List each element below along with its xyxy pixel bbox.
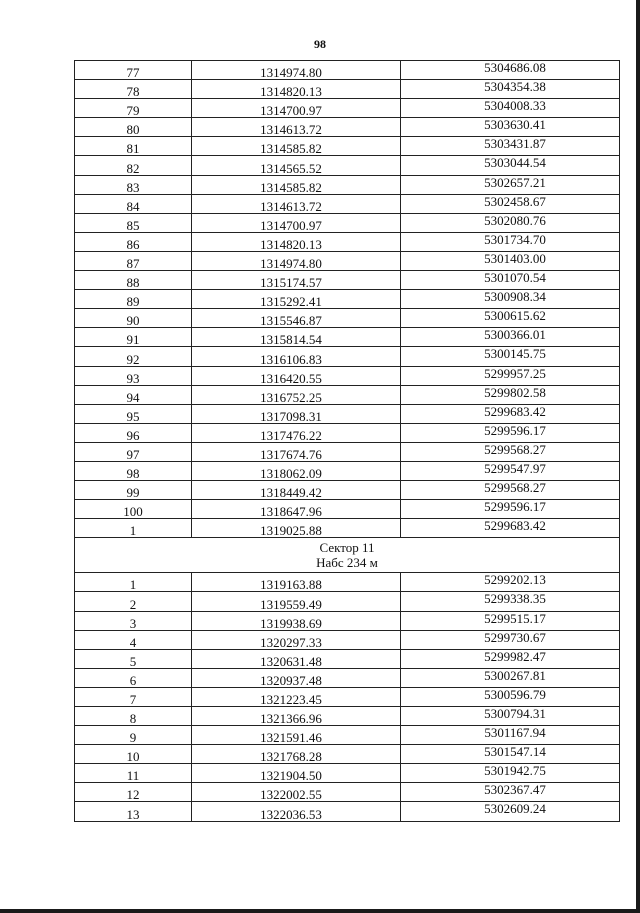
x-coordinate-cell: 1319025.88 (192, 519, 401, 538)
y-coordinate-cell: 5301167.94 (401, 726, 620, 745)
table-row (75, 251, 620, 270)
y-coordinate-cell: 5299202.13 (401, 573, 620, 592)
point-number-cell: 98 (75, 461, 192, 480)
table-body-upper (75, 61, 620, 538)
table-row (75, 726, 620, 745)
table-row (75, 194, 620, 213)
x-coordinate-cell: 1314613.72 (192, 194, 401, 213)
x-coordinate-cell: 1322002.55 (192, 783, 401, 802)
x-coordinate-cell: 1322036.53 (192, 802, 401, 821)
sector-title: Сектор 11 (319, 540, 375, 556)
table-row (75, 175, 620, 194)
y-coordinate-cell: 5299802.58 (401, 385, 620, 404)
table-row (75, 423, 620, 442)
y-coordinate-cell: 5299338.35 (401, 592, 620, 611)
x-coordinate-cell: 1314974.80 (192, 61, 401, 80)
y-coordinate-cell: 5299982.47 (401, 649, 620, 668)
y-coordinate-cell: 5302458.67 (401, 194, 620, 213)
x-coordinate-cell: 1317098.31 (192, 404, 401, 423)
y-coordinate-cell: 5302080.76 (401, 213, 620, 232)
table-row (75, 118, 620, 137)
table-row (75, 745, 620, 764)
point-number-cell: 1 (75, 519, 192, 538)
table-row (75, 347, 620, 366)
y-coordinate-cell: 5300267.81 (401, 668, 620, 687)
x-coordinate-cell: 1320937.48 (192, 668, 401, 687)
point-number-cell: 86 (75, 232, 192, 251)
point-number-cell: 85 (75, 213, 192, 232)
y-coordinate-cell: 5299547.97 (401, 461, 620, 480)
point-number-cell: 77 (75, 61, 192, 80)
table-row (75, 592, 620, 611)
x-coordinate-cell: 1314700.97 (192, 213, 401, 232)
y-coordinate-cell: 5299515.17 (401, 611, 620, 630)
point-number-cell: 80 (75, 118, 192, 137)
x-coordinate-cell: 1321223.45 (192, 687, 401, 706)
y-coordinate-cell: 5299957.25 (401, 366, 620, 385)
x-coordinate-cell: 1314820.13 (192, 232, 401, 251)
x-coordinate-cell: 1315174.57 (192, 271, 401, 290)
x-coordinate-cell: 1319938.69 (192, 611, 401, 630)
point-number-cell: 8 (75, 707, 192, 726)
table-row (75, 783, 620, 802)
x-coordinate-cell: 1321904.50 (192, 764, 401, 783)
table-row (75, 366, 620, 385)
point-number-cell: 94 (75, 385, 192, 404)
x-coordinate-cell: 1317674.76 (192, 442, 401, 461)
y-coordinate-cell: 5303630.41 (401, 118, 620, 137)
point-number-cell: 88 (75, 271, 192, 290)
table-row (75, 649, 620, 668)
point-number-cell: 4 (75, 630, 192, 649)
x-coordinate-cell: 1321591.46 (192, 726, 401, 745)
table-row (75, 61, 620, 80)
y-coordinate-cell: 5300615.62 (401, 309, 620, 328)
point-number-cell: 84 (75, 194, 192, 213)
table-row (75, 687, 620, 706)
sector-header-row (75, 538, 620, 573)
x-coordinate-cell: 1319163.88 (192, 573, 401, 592)
y-coordinate-cell: 5302367.47 (401, 783, 620, 802)
x-coordinate-cell: 1314820.13 (192, 80, 401, 99)
point-number-cell: 97 (75, 442, 192, 461)
point-number-cell: 99 (75, 481, 192, 500)
point-number-cell: 96 (75, 423, 192, 442)
table-row (75, 404, 620, 423)
point-number-cell: 6 (75, 668, 192, 687)
table-row (75, 309, 620, 328)
y-coordinate-cell: 5300908.34 (401, 290, 620, 309)
table-row (75, 630, 620, 649)
x-coordinate-cell: 1318647.96 (192, 500, 401, 519)
y-coordinate-cell: 5302657.21 (401, 175, 620, 194)
y-coordinate-cell: 5299730.67 (401, 630, 620, 649)
table-row (75, 500, 620, 519)
y-coordinate-cell: 5300366.01 (401, 328, 620, 347)
table-row (75, 461, 620, 480)
y-coordinate-cell: 5299596.17 (401, 423, 620, 442)
sector-header-body (75, 538, 620, 573)
x-coordinate-cell: 1314700.97 (192, 99, 401, 118)
x-coordinate-cell: 1320297.33 (192, 630, 401, 649)
point-number-cell: 2 (75, 592, 192, 611)
y-coordinate-cell: 5299568.27 (401, 481, 620, 500)
table-row (75, 137, 620, 156)
table-row (75, 573, 620, 592)
y-coordinate-cell: 5299683.42 (401, 404, 620, 423)
table-row (75, 271, 620, 290)
table-row (75, 99, 620, 118)
table-row (75, 290, 620, 309)
point-number-cell: 3 (75, 611, 192, 630)
x-coordinate-cell: 1321366.96 (192, 707, 401, 726)
x-coordinate-cell: 1315546.87 (192, 309, 401, 328)
x-coordinate-cell: 1320631.48 (192, 649, 401, 668)
point-number-cell: 1 (75, 573, 192, 592)
y-coordinate-cell: 5301734.70 (401, 232, 620, 251)
scan-border-right (636, 0, 640, 913)
point-number-cell: 9 (75, 726, 192, 745)
table-row (75, 156, 620, 175)
y-coordinate-cell: 5301547.14 (401, 745, 620, 764)
x-coordinate-cell: 1315814.54 (192, 328, 401, 347)
y-coordinate-cell: 5302609.24 (401, 802, 620, 821)
coordinates-table (74, 60, 620, 822)
point-number-cell: 7 (75, 687, 192, 706)
point-number-cell: 95 (75, 404, 192, 423)
y-coordinate-cell: 5300794.31 (401, 707, 620, 726)
point-number-cell: 87 (75, 251, 192, 270)
point-number-cell: 12 (75, 783, 192, 802)
x-coordinate-cell: 1316420.55 (192, 366, 401, 385)
table-row (75, 611, 620, 630)
x-coordinate-cell: 1314585.82 (192, 175, 401, 194)
y-coordinate-cell: 5300145.75 (401, 347, 620, 366)
sector-header-cell (75, 538, 620, 573)
table-row (75, 442, 620, 461)
table-body-lower (75, 573, 620, 821)
x-coordinate-cell: 1318062.09 (192, 461, 401, 480)
y-coordinate-cell: 5303431.87 (401, 137, 620, 156)
point-number-cell: 79 (75, 99, 192, 118)
x-coordinate-cell: 1316106.83 (192, 347, 401, 366)
point-number-cell: 100 (75, 500, 192, 519)
table-row (75, 519, 620, 538)
x-coordinate-cell: 1314974.80 (192, 251, 401, 270)
y-coordinate-cell: 5301070.54 (401, 271, 620, 290)
y-coordinate-cell: 5299596.17 (401, 500, 620, 519)
point-number-cell: 89 (75, 290, 192, 309)
y-coordinate-cell: 5300596.79 (401, 687, 620, 706)
page-number: 98 (314, 37, 326, 51)
point-number-cell: 90 (75, 309, 192, 328)
y-coordinate-cell: 5299568.27 (401, 442, 620, 461)
table-row (75, 802, 620, 821)
y-coordinate-cell: 5304686.08 (401, 61, 620, 80)
table-row (75, 328, 620, 347)
point-number-cell: 82 (75, 156, 192, 175)
sector-elevation: Набс 234 м (316, 555, 378, 571)
table-row (75, 232, 620, 251)
point-number-cell: 93 (75, 366, 192, 385)
point-number-cell: 13 (75, 802, 192, 821)
x-coordinate-cell: 1314613.72 (192, 118, 401, 137)
table-row (75, 213, 620, 232)
table-row (75, 764, 620, 783)
table-row (75, 668, 620, 687)
table-row (75, 707, 620, 726)
y-coordinate-cell: 5299683.42 (401, 519, 620, 538)
x-coordinate-cell: 1321768.28 (192, 745, 401, 764)
y-coordinate-cell: 5301942.75 (401, 764, 620, 783)
x-coordinate-cell: 1317476.22 (192, 423, 401, 442)
x-coordinate-cell: 1314565.52 (192, 156, 401, 175)
point-number-cell: 81 (75, 137, 192, 156)
table-row (75, 80, 620, 99)
table-row (75, 385, 620, 404)
point-number-cell: 78 (75, 80, 192, 99)
y-coordinate-cell: 5304354.38 (401, 80, 620, 99)
point-number-cell: 10 (75, 745, 192, 764)
table-row (75, 481, 620, 500)
point-number-cell: 83 (75, 175, 192, 194)
point-number-cell: 11 (75, 764, 192, 783)
y-coordinate-cell: 5304008.33 (401, 99, 620, 118)
x-coordinate-cell: 1319559.49 (192, 592, 401, 611)
x-coordinate-cell: 1315292.41 (192, 290, 401, 309)
y-coordinate-cell: 5301403.00 (401, 251, 620, 270)
x-coordinate-cell: 1318449.42 (192, 481, 401, 500)
point-number-cell: 92 (75, 347, 192, 366)
y-coordinate-cell: 5303044.54 (401, 156, 620, 175)
scan-border-bottom (0, 909, 640, 913)
point-number-cell: 5 (75, 649, 192, 668)
x-coordinate-cell: 1316752.25 (192, 385, 401, 404)
point-number-cell: 91 (75, 328, 192, 347)
x-coordinate-cell: 1314585.82 (192, 137, 401, 156)
